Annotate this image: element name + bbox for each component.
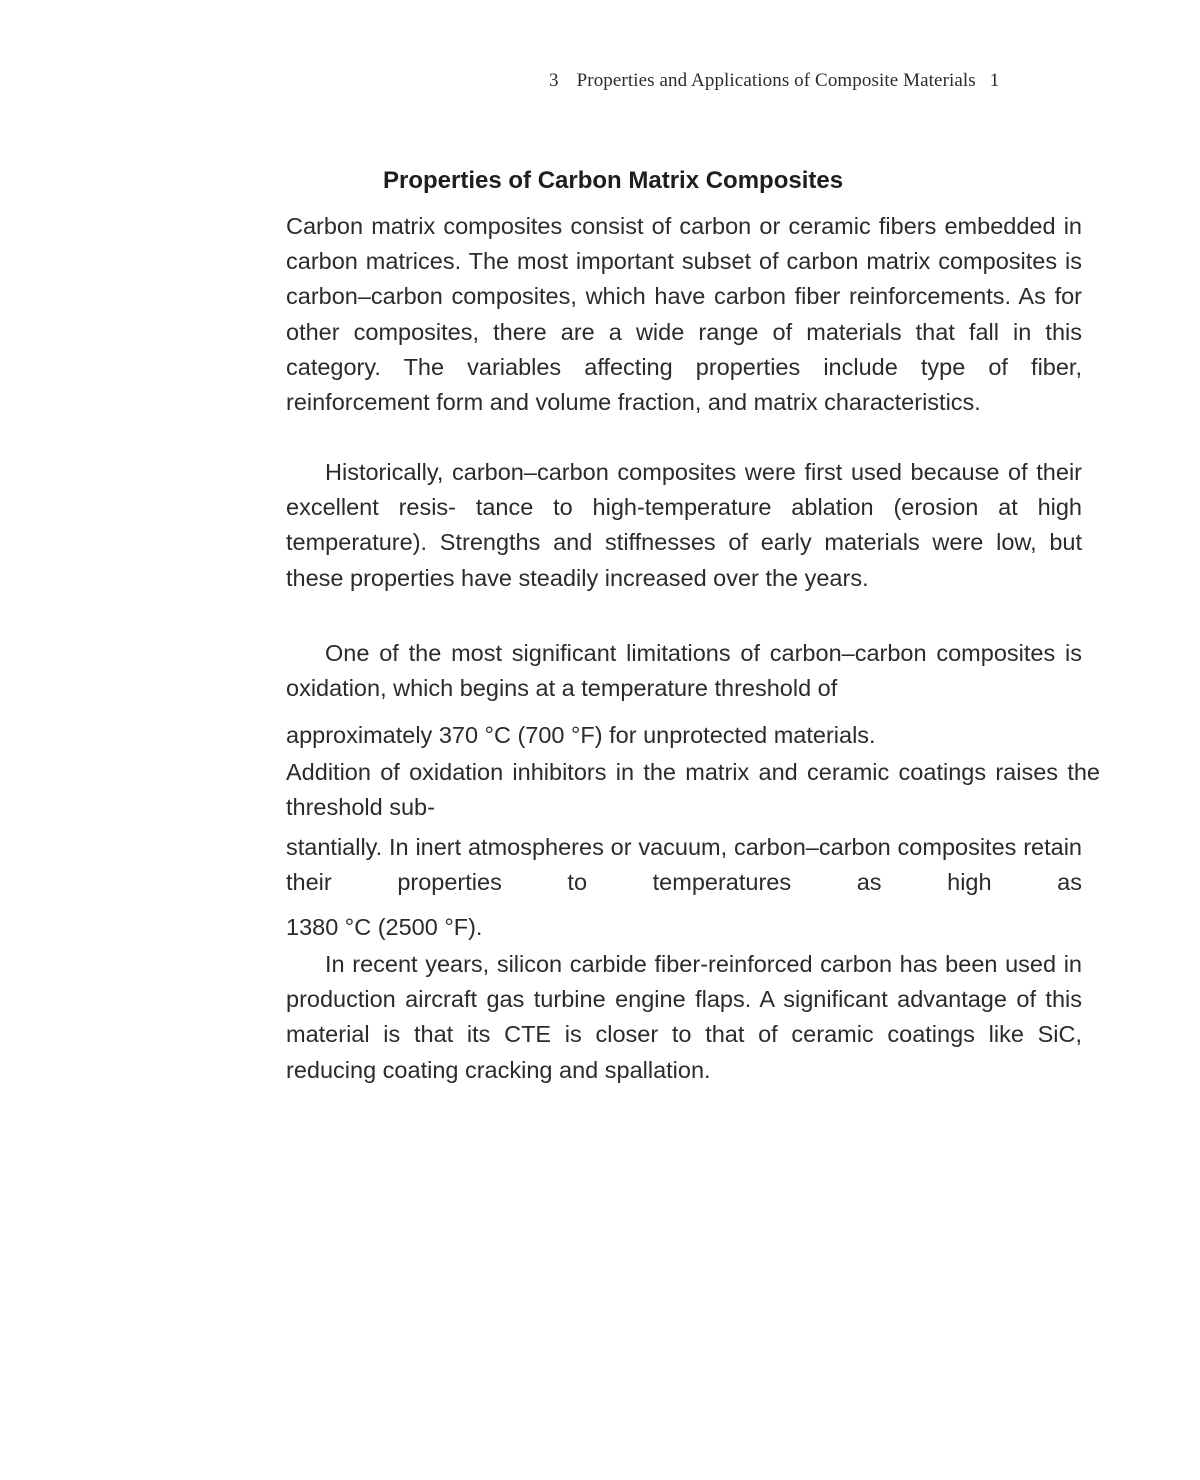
section-title: Properties of Carbon Matrix Composites [383, 167, 844, 194]
paragraph-1: Carbon matrix composites consist of carbon or ceramic fibers embedded in carbon matrices. The most important subset of carbon matrix composites is carbon–carbon composites, which have carbon fiber reinforcements. As for other composites, there are a wide range of materials that fall in this category. The variables affecting properties include type of fiber, reinforcement form and volume fraction, and matrix characteristics. [286, 213, 1082, 416]
paragraph-4: In recent years, silicon carbide fiber-reinforced carbon has been used in production aircraft gas turbine engine flaps. A significant advantage of this material is that its CTE is closer to that of ceramic coatings like SiC, reducing coating cracking and spallation. [286, 951, 1082, 1083]
paragraph-3-line-a: One of the most significant limitations of carbon–carbon composites is oxidation, which begins at a temperature threshold of [286, 640, 1082, 702]
paragraph-3-line-b: approximately 370 °C (700 °F) for unprotected materials. [286, 722, 876, 748]
chapter-number: 3 [549, 70, 559, 91]
chapter-title: Properties and Applications of Composite Materials [576, 70, 976, 91]
page-number: 1 [989, 70, 1000, 91]
paragraph-3-line-c: Addition of oxidation inhibitors in the matrix and ceramic coatings raises the threshold sub- [286, 759, 1100, 821]
paragraph-2: Historically, carbon–carbon composites were first used because of their excellent resis- tance to high-temperature ablation (erosion at high temperature). Strengths and stiffnesses of early materials were low, but these properties have steadily increased over the years. [286, 459, 1082, 591]
paragraph-3-line-d: stantially. In inert atmospheres or vacuum, carbon–carbon composites retain their properties to temperatures as high as [286, 834, 1082, 896]
running-header [549, 70, 999, 92]
paragraph-3-line-e: 1380 °C (2500 °F). [286, 914, 483, 940]
